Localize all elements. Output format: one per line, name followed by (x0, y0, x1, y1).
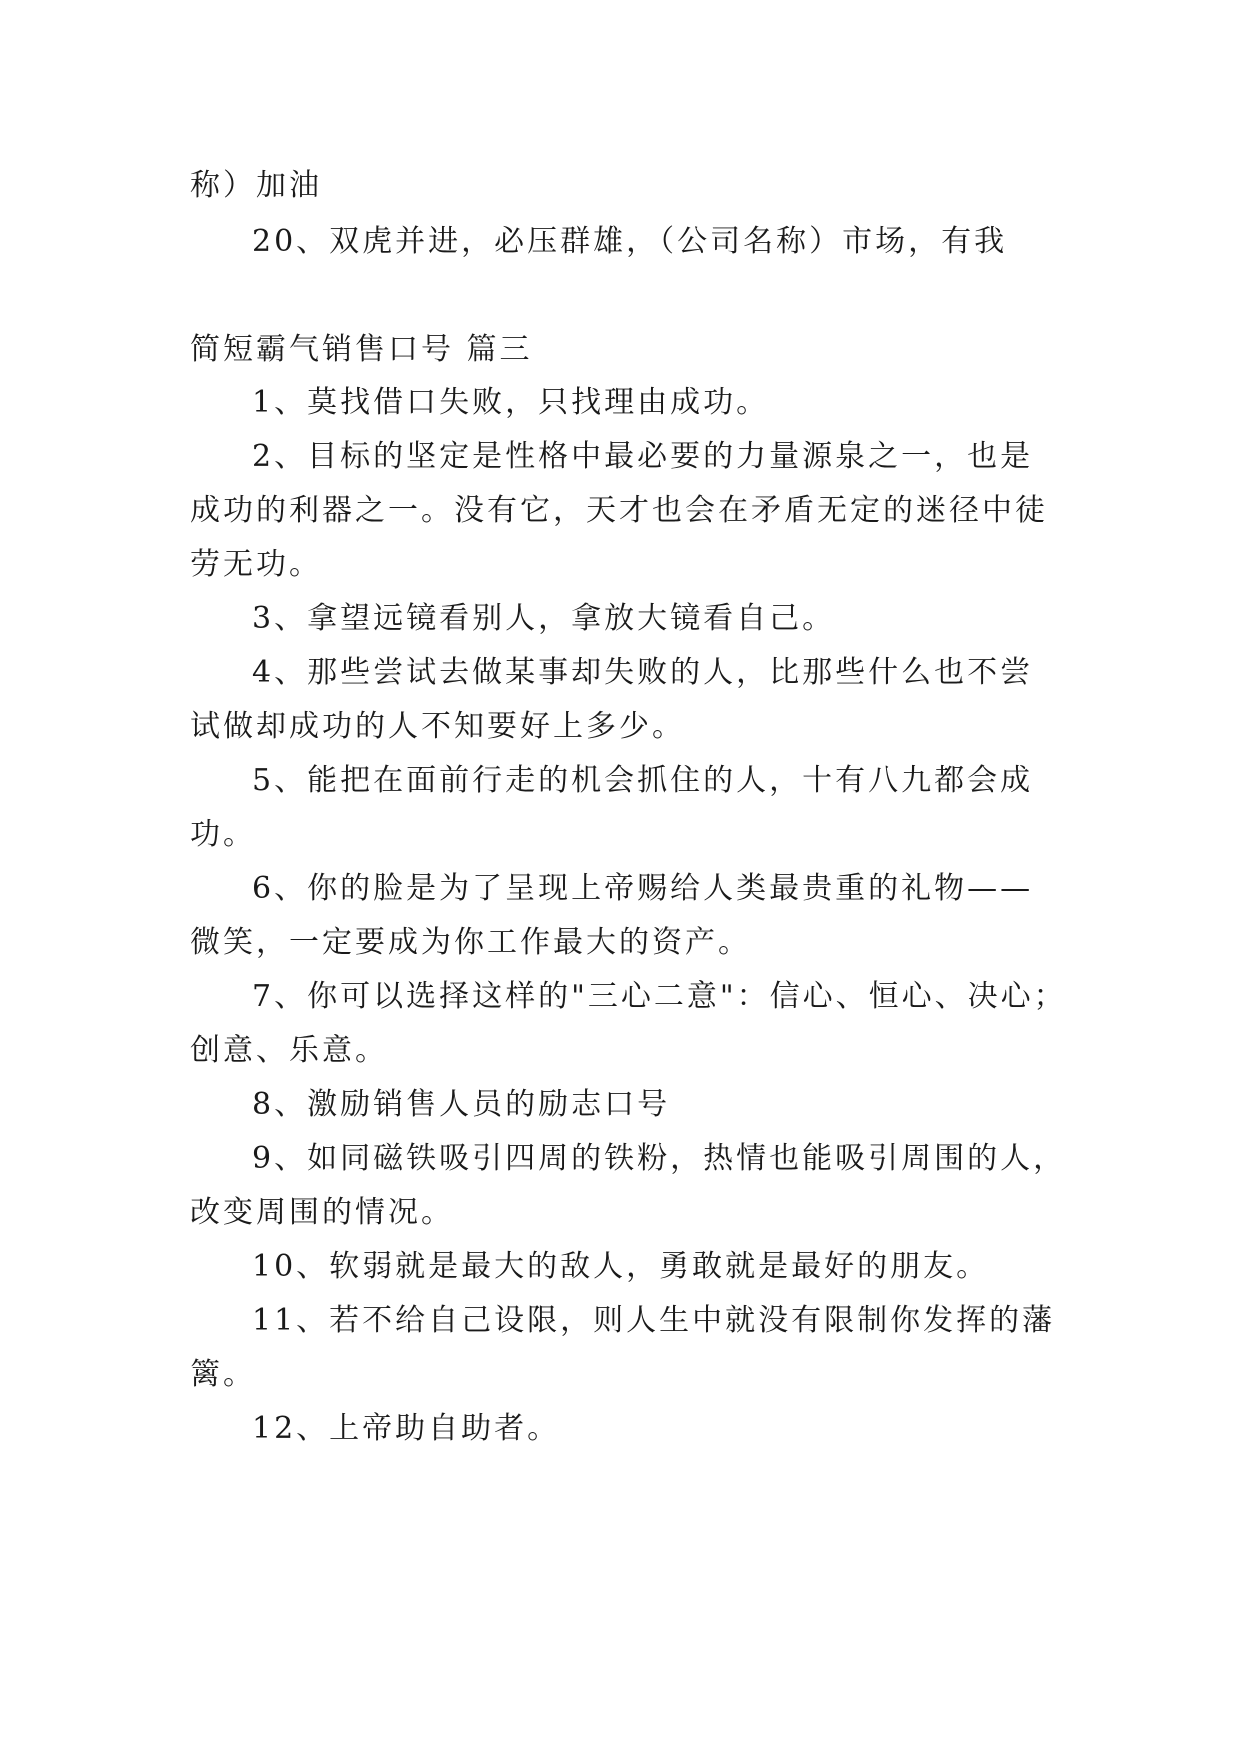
slogan-8: 8、激励销售人员的励志口号 (252, 1087, 671, 1122)
text-line: 成功的利器之一。没有它，天才也会在矛盾无定的迷径中徒 (190, 493, 1048, 528)
slogan-4: 4、那些尝试去做某事却失败的人，比那些什么也不尝 (252, 655, 1034, 690)
slogan-3: 3、拿望远镜看别人，拿放大镜看自己。 (252, 601, 836, 636)
slogan-5: 5、能把在面前行走的机会抓住的人，十有八九都会成 (252, 763, 1034, 798)
slogan-1: 1、莫找借口失败，只找理由成功。 (252, 385, 770, 420)
text-line: 称）加油 (190, 168, 322, 203)
slogan-7: 7、你可以选择这样的"三心二意"：信心、恒心、决心； (252, 979, 1067, 1014)
section-heading: 简短霸气销售口号 篇三 (190, 332, 533, 367)
slogan-6: 6、你的脸是为了呈现上帝赐给人类最贵重的礼物—— (252, 871, 1034, 906)
slogan-2: 2、目标的坚定是性格中最必要的力量源泉之一，也是 (252, 439, 1034, 474)
text-line: 微笑，一定要成为你工作最大的资产。 (190, 925, 751, 960)
text-line: 篱。 (190, 1357, 256, 1392)
text-line: 试做却成功的人不知要好上多少。 (190, 709, 685, 744)
slogan-12: 12、上帝助自助者。 (252, 1411, 561, 1446)
text-line: 劳无功。 (190, 547, 322, 582)
slogan-9: 9、如同磁铁吸引四周的铁粉，热情也能吸引周围的人， (252, 1141, 1067, 1176)
text-line: 创意、乐意。 (190, 1033, 388, 1068)
slogan-20: 20、双虎并进，必压群雄，（公司名称）市场，有我 (252, 224, 1008, 259)
slogan-10: 10、软弱就是最大的敌人，勇敢就是最好的朋友。 (252, 1249, 990, 1284)
text-line: 功。 (190, 817, 256, 852)
slogan-11: 11、若不给自己设限，则人生中就没有限制你发挥的藩 (252, 1303, 1056, 1338)
text-line: 改变周围的情况。 (190, 1195, 454, 1230)
